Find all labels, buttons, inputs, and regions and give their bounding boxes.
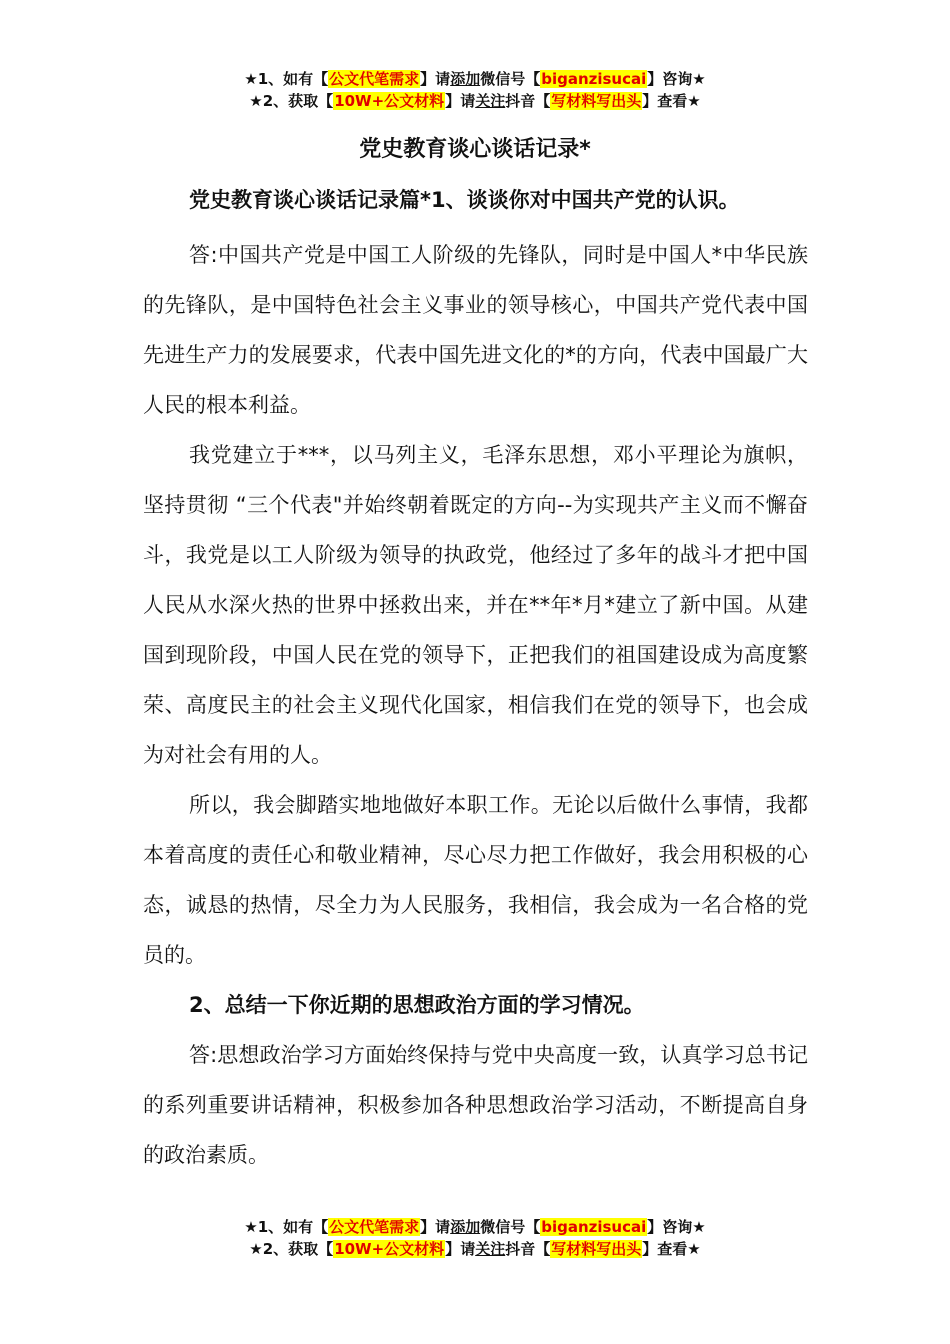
promo-wechat-id: biganzisucai [541,70,647,88]
promo-douyin-name: 写材料写出头 [551,1240,642,1258]
question-2: 2、总结一下你近期的思想政治方面的学习情况。 [189,993,645,1017]
promo-banner-bottom [0,1216,950,1260]
promo-wechat-id: biganzisucai [541,1218,647,1236]
promo-highlight: 10W+公文材料 [334,1240,445,1258]
document-body [143,180,808,1180]
document-title: 党史教育谈心谈话记录* [359,137,591,162]
promo-highlight: 公文代笔需求 [329,1218,420,1236]
paragraph-2: 我党建立于***，以马列主义，毛泽东思想，邓小平理论为旗帜，坚持贯彻 “三个代表"并始终朝着既定的方向--为实现共产主义而不懈奋斗，我党是以工人阶级为领导的执政党，他经过了多年的战斗才把中国人民从水深火热的世界中拯救出来，并在**年*月*建立了新中国。从建国到现阶段，中国人民在党的领导下，正把我们的祖国建设成为高度繁荣、高度民主的社会主义现代化国家，相信我们在党的领导下，也会成为对社会有用的人。 [143,443,808,767]
promo-line-2: ★2、获取【10W+公文材料】请关注抖音【写材料写出头】查看★ [249,1240,701,1258]
promo-highlight: 公文代笔需求 [329,70,420,88]
promo-highlight: 10W+公文材料 [334,92,445,110]
promo-line-1: ★1、如有【公文代笔需求】请添加微信号【biganzisucai】咨询★ [244,70,706,88]
promo-banner-top [0,68,950,112]
question-1: 党史教育谈心谈话记录篇*1、谈谈你对中国共产党的认识。 [189,188,740,212]
promo-line-1: ★1、如有【公文代笔需求】请添加微信号【biganzisucai】咨询★ [244,1218,706,1236]
promo-line-2: ★2、获取【10W+公文材料】请关注抖音【写材料写出头】查看★ [249,92,701,110]
paragraph-4: 答:思想政治学习方面始终保持与党中央高度一致，认真学习总书记的系列重要讲话精神，积极参加各种思想政治学习活动，不断提高自身的政治素质。 [143,1043,808,1167]
paragraph-1: 答:中国共产党是中国工人阶级的先锋队，同时是中国人*中华民族的先锋队，是中国特色社会主义事业的领导核心，中国共产党代表中国先进生产力的发展要求，代表中国先进文化的*的方向，代表中国最广大人民的根本利益。 [143,243,808,417]
promo-douyin-name: 写材料写出头 [551,92,642,110]
paragraph-3: 所以，我会脚踏实地地做好本职工作。无论以后做什么事情，我都本着高度的责任心和敬业精神，尽心尽力把工作做好，我会用积极的心态，诚恳的热情，尽全力为人民服务，我相信，我会成为一名合格的党员的。 [143,793,808,967]
